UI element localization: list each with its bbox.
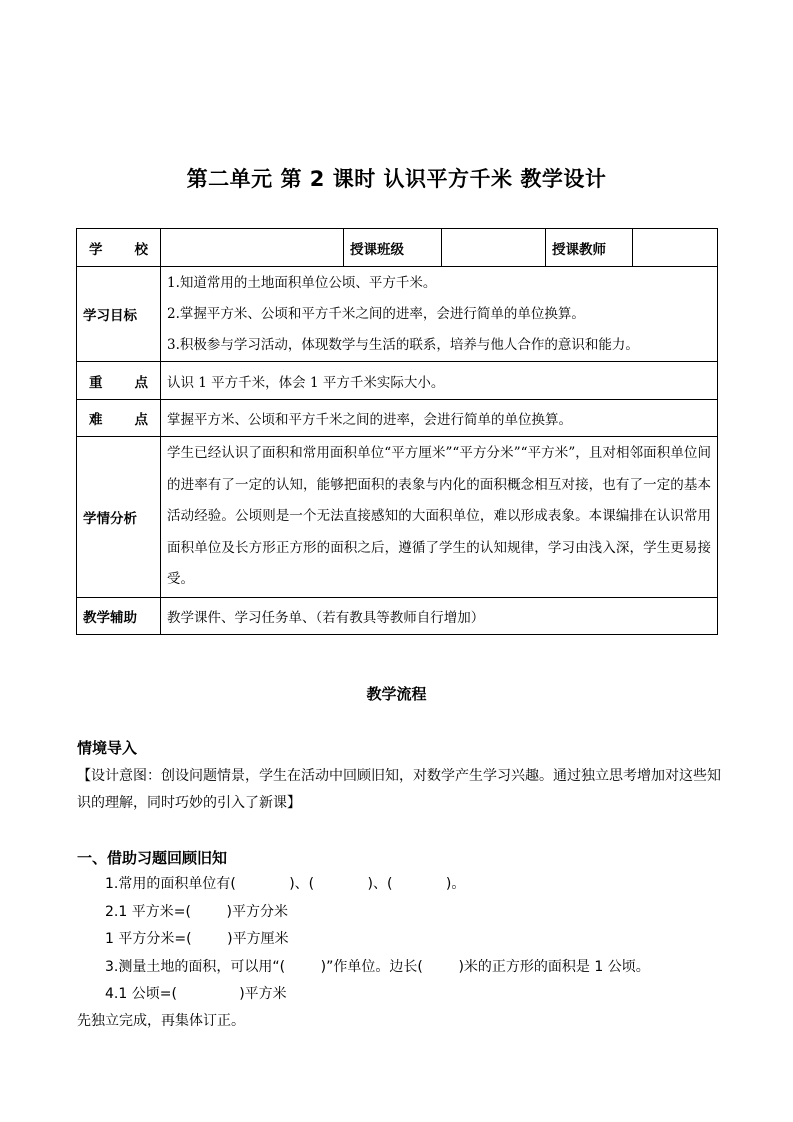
- table-row: [77, 597, 718, 634]
- table-row: [77, 362, 718, 400]
- analysis-label-cell: 学情分析: [77, 437, 161, 598]
- exercise-line: 3.测量土地的面积，可以用“( )”作单位。边长( )米的正方形的面积是 1 公顷。: [105, 959, 650, 975]
- key-point-label-cell: 重 点: [77, 362, 161, 400]
- goal-item: 2.掌握平方米、公顷和平方千米之间的进率，会进行简单的单位换算。: [167, 305, 585, 322]
- exercise-line: 2.1 平方米=( )平方分米: [105, 904, 288, 920]
- class-value-cell[interactable]: [442, 229, 546, 267]
- school-value-cell[interactable]: [161, 229, 344, 267]
- section1-footer: 先独立完成，再集体订正。: [77, 1013, 245, 1029]
- table-row: [77, 267, 718, 362]
- flow-title: 教学流程: [366, 685, 427, 703]
- exercise-line: 1.常用的面积单位有( )、( )、( )。: [105, 876, 466, 892]
- page-title: 第二单元 第 2 课时 认识平方千米 教学设计: [186, 167, 607, 191]
- section1-heading: 一、借助习题回顾旧知: [77, 849, 228, 867]
- exercise-line: 1 平方分米=( )平方厘米: [105, 931, 289, 947]
- class-label-cell: 授课班级: [344, 229, 442, 267]
- lesson-info-table: [76, 228, 718, 635]
- school-label-cell: 学 校: [77, 229, 161, 267]
- analysis-value-cell: [161, 437, 718, 598]
- goal-item: 3.积极参与学习活动，体现数学与生活的联系，培养与他人合作的意识和能力。: [167, 336, 639, 353]
- goal-item: 1.知道常用的土地面积单位公顷、平方千米。: [167, 274, 437, 291]
- teacher-label-cell: 授课教师: [546, 229, 633, 267]
- goals-label-cell: 学习目标: [77, 267, 161, 362]
- table-row: [77, 400, 718, 437]
- aids-label-cell: 教学辅助: [77, 597, 161, 634]
- key-point-value-cell: 认识 1 平方千米，体会 1 平方千米实际大小。: [161, 362, 718, 400]
- goals-value-cell: [161, 267, 718, 362]
- analysis-text: 学生已经认识了面积和常用面积单位“平方厘米”“平方分米”“平方米”，且对相邻面积单位间的进率有了一定的认知，能够把面积的表象与内化的面积概念相互对接，也有了一定的基本活动经验。公顷则是一个无法直接感知的大面积单位，难以形成表象。本课编排在认识常用面积单位及长方形正方形的面积之后，遵循了学生的认知规律，学习由浅入深，学生更易接受。: [167, 445, 711, 587]
- aids-value-cell: 教学课件、学习任务单、（若有教具等教师自行增加）: [161, 597, 718, 634]
- intro-heading: 情境导入: [77, 739, 138, 757]
- exercise-line: 4.1 公顷=( )平方米: [105, 986, 287, 1002]
- intro-text: 【设计意图：创设问题情景，学生在活动中回顾旧知，对数学产生学习兴趣。通过独立思考增加对这些知识的理解，同时巧妙的引入了新课】: [77, 768, 721, 811]
- teacher-value-cell[interactable]: [633, 229, 718, 267]
- table-row: [77, 229, 718, 267]
- difficulty-value-cell: 掌握平方米、公顷和平方千米之间的进率，会进行简单的单位换算。: [161, 400, 718, 437]
- table-row: [77, 437, 718, 598]
- difficulty-label-cell: 难 点: [77, 400, 161, 437]
